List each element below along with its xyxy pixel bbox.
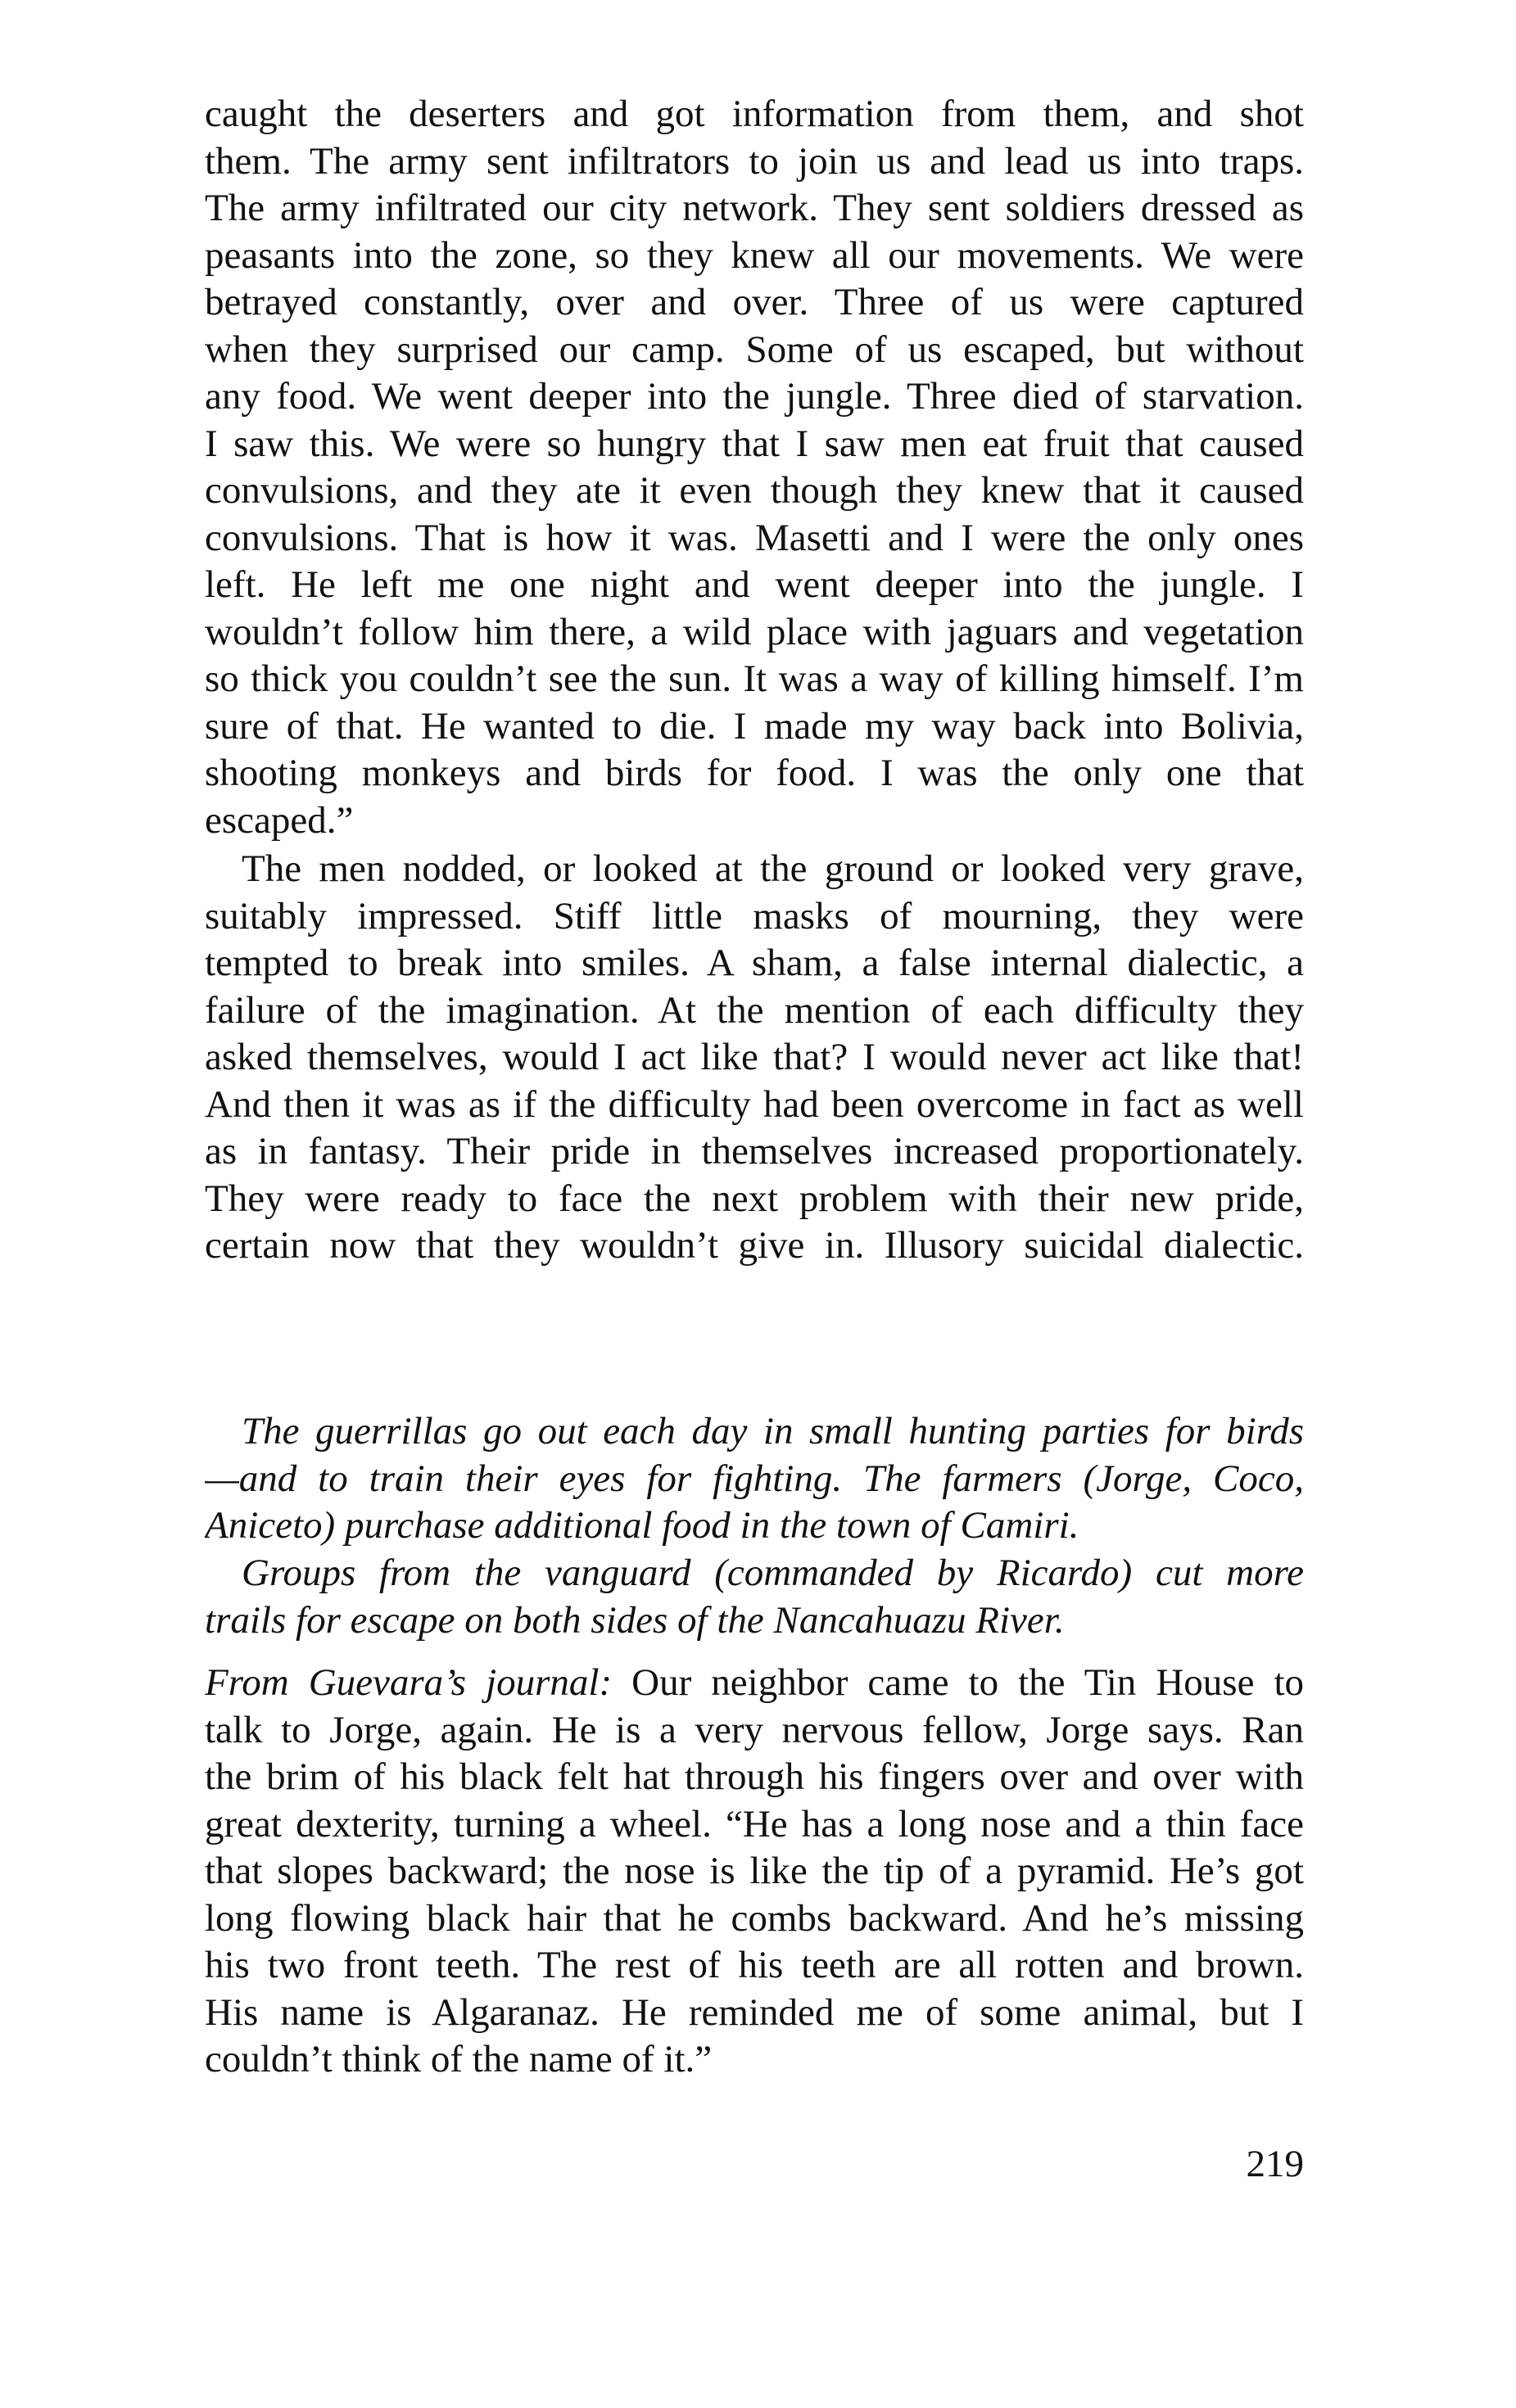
text-line: his two front teeth. The rest of his teeth are all rotten and brown.: [205, 1944, 1304, 1986]
text-line: convulsions, and they ate it even though they knew that it caused: [205, 469, 1304, 512]
text-line: tempted to break into smiles. A sham, a false internal dialectic, a: [205, 942, 1304, 984]
journal-paragraph: [205, 1660, 1304, 2084]
text-line: [205, 1660, 1304, 1707]
text-line: when they surprised our camp. Some of us escaped, but without: [205, 328, 1304, 371]
text-line: The guerrillas go out each day in small hunting parties for birds: [242, 1410, 1304, 1452]
text-line: so thick you couldn’t see the sun. It was a way of killing himself. I’m: [205, 657, 1304, 700]
text-line: peasants into the zone, so they knew all our movements. We were: [205, 233, 1304, 277]
text-line: suitably impressed. Stiff little masks of mourning, they were: [205, 894, 1304, 937]
text-line: left. He left me one night and went deeper into the jungle. I: [205, 563, 1304, 606]
text-line: that slopes backward; the nose is like the tip of a pyramid. He’s got: [205, 1850, 1304, 1892]
text-line: I saw this. We were so hungry that I saw men eat fruit that caused: [205, 422, 1304, 465]
italic-paragraph-guerrillas: [205, 1408, 1304, 1550]
text-line: caught the deserters and got information from them, and shot: [205, 93, 1304, 135]
text-line: They were ready to face the next problem with their new pride,: [205, 1177, 1304, 1220]
text-line: And then it was as if the difficulty had been overcome in fact as well: [205, 1082, 1304, 1126]
paragraph-men-nodded: [205, 846, 1304, 1270]
text-line: Aniceto) purchase additional food in the town of Camiri.: [205, 1504, 1079, 1547]
text-line: failure of the imagination. At the mention of each difficulty they: [205, 988, 1304, 1032]
text-line: His name is Algaranaz. He reminded me of some animal, but I: [205, 1990, 1304, 2034]
italic-paragraph-vanguard: [205, 1550, 1304, 1644]
text-line: shooting monkeys and birds for food. I was the only one that: [205, 752, 1304, 794]
text-line: betrayed constantly, over and over. Three of us were captured: [205, 281, 1304, 323]
text-line: certain now that they wouldn’t give in. Illusory suicidal dialectic.: [205, 1224, 1304, 1267]
text-line: The men nodded, or looked at the ground or looked very grave,: [242, 847, 1304, 890]
paragraph-continuation: [205, 91, 1304, 844]
journal-first-line-text: Our neighbor came to the Tin House to: [612, 1661, 1304, 1704]
text-line: escaped.”: [205, 798, 354, 842]
text-line: as in fantasy. Their pride in themselves increased proportionately.: [205, 1130, 1304, 1172]
page-number: 219: [1246, 2143, 1304, 2185]
text-line: wouldn’t follow him there, a wild place with jaguars and vegetation: [205, 610, 1304, 653]
text-line: them. The army sent infiltrators to join us and lead us into traps.: [205, 139, 1304, 183]
text-line: asked themselves, would I act like that? I would never act like that!: [205, 1036, 1304, 1078]
text-line: —and to train their eyes for fighting. The farmers (Jorge, Coco,: [205, 1457, 1304, 1500]
text-line: convulsions. That is how it was. Masetti and I were the only ones: [205, 516, 1304, 559]
text-line: sure of that. He wanted to die. I made my way back into Bolivia,: [205, 704, 1304, 748]
text-line: the brim of his black felt hat through his fingers over and over with: [205, 1755, 1304, 1798]
text-line: Groups from the vanguard (commanded by Ricardo) cut more: [242, 1552, 1304, 1594]
text-line: long flowing black hair that he combs backward. And he’s missing: [205, 1896, 1304, 1940]
text-line: trails for escape on both sides of the Nancahuazu River.: [205, 1598, 1065, 1642]
text-line: great dexterity, turning a wheel. “He has a long nose and a thin face: [205, 1802, 1304, 1846]
text-line: couldn’t think of the name of it.”: [205, 2038, 713, 2080]
text-line: any food. We went deeper into the jungle. Three died of starvation.: [205, 375, 1304, 418]
journal-lead-in: From Guevara’s journal:: [205, 1661, 613, 1704]
text-line: The army infiltrated our city network. They sent soldiers dressed as: [205, 187, 1304, 229]
text-line: talk to Jorge, again. He is a very nervous fellow, Jorge says. Ran: [205, 1708, 1304, 1751]
